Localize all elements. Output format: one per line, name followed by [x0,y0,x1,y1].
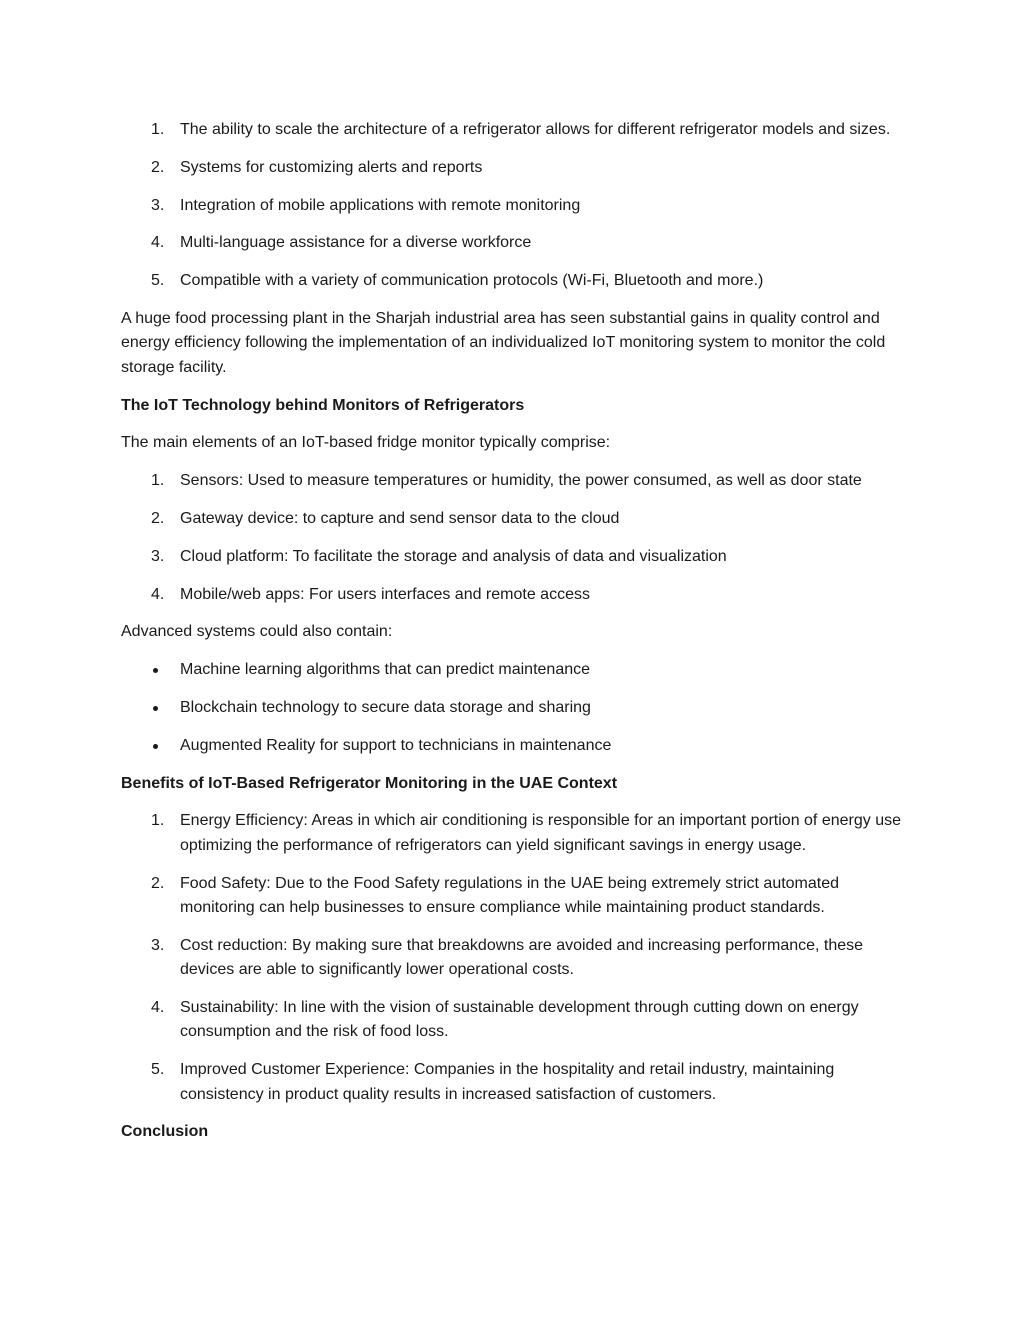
list-item-text: Blockchain technology to secure data storage and sharing [180,698,591,716]
list-item-text: Cost reduction: By making sure that breakdowns are avoided and increasing performance, these devices are able to significantly lower operational costs. [180,936,864,979]
list-number: 5. [151,1061,165,1079]
section-heading-benefits: Benefits of IoT-Based Refrigerator Monitoring in the UAE Context [121,774,618,792]
list-number: 1. [151,472,165,490]
list-item [121,269,911,293]
list-item-text: Energy Efficiency: Areas in which air conditioning is responsible for an important portion of energy use optimizing the performance of refrigerators can yield significant savings in energy usage. [180,812,901,854]
list-number: 3. [151,196,165,214]
list-number: 2. [151,158,165,176]
list-item-text: Multi-language assistance for a diverse workforce [180,234,532,252]
list-item [121,934,911,983]
list-item-text: Machine learning algorithms that can predict maintenance [180,661,591,679]
bullet-icon [153,744,158,749]
list-item-text: Improved Customer Experience: Companies in the hospitality and retail industry, maintaining consistency in product quality results in increased satisfaction of customers. [180,1061,835,1103]
list-item-text: Augmented Reality for support to technicians in maintenance [180,736,612,754]
list-item-text: Food Safety: Due to the Food Safety regulations in the UAE being extremely strict automated monitoring can help businesses to ensure compliance while maintaining product standards. [180,874,840,916]
list-item-text: Compatible with a variety of communication protocols (Wi-Fi, Bluetooth and more.) [180,272,764,290]
list-item-text: Gateway device: to capture and send sensor data to the cloud [180,509,620,527]
list-item-text: Sensors: Used to measure temperatures or humidity, the power consumed, as well as door state [180,472,862,490]
list-number: 4. [151,998,165,1016]
list-item [121,872,911,921]
list-number: 5. [151,272,165,290]
list-item-text: Systems for customizing alerts and reports [180,158,483,176]
list-item [121,545,911,569]
list-item-text: Mobile/web apps: For users interfaces and remote access [180,585,590,603]
list-item [121,156,911,180]
case-study-paragraph: A huge food processing plant in the Sharjah industrial area has seen substantial gains in quality control and energy efficiency following the implementation of an individualized IoT monitoring system to monitor the cold storage facility. [121,309,886,376]
list-item [121,1058,911,1107]
list-item [121,658,911,682]
section-heading-conclusion: Conclusion [121,1123,209,1141]
list-number: 2. [151,874,165,892]
list-item [121,469,911,493]
list-item [121,118,911,142]
list-item [121,734,911,758]
feature-list [121,118,911,294]
section-heading-technology: The IoT Technology behind Monitors of Refrigerators [121,396,525,414]
list-item [121,696,911,720]
list-item [121,583,911,607]
advanced-list [121,658,911,758]
list-number: 3. [151,936,165,954]
advanced-intro-paragraph: Advanced systems could also contain: [121,623,393,641]
list-item [121,996,911,1045]
list-item-text: Integration of mobile applications with remote monitoring [180,196,581,214]
bullet-icon [153,668,158,673]
list-item-text: Sustainability: In line with the vision of sustainable development through cutting down on energy consumption and the risk of food loss. [180,998,859,1041]
list-number: 3. [151,547,165,565]
list-item-text: Cloud platform: To facilitate the storage and analysis of data and visualization [180,547,727,565]
list-number: 2. [151,509,165,527]
benefits-list [121,809,911,1107]
list-item [121,809,911,858]
list-item [121,231,911,255]
list-number: 4. [151,234,165,252]
list-item [121,507,911,531]
list-item-text: The ability to scale the architecture of a refrigerator allows for different refrigerator models and sizes. [180,121,891,138]
list-number: 4. [151,585,165,603]
elements-intro-paragraph: The main elements of an IoT-based fridge monitor typically comprise: [121,434,611,452]
list-item [121,194,911,218]
list-number: 1. [151,121,165,138]
document-body [121,118,911,1158]
elements-list [121,469,911,607]
bullet-icon [153,706,158,711]
list-number: 1. [151,812,165,830]
